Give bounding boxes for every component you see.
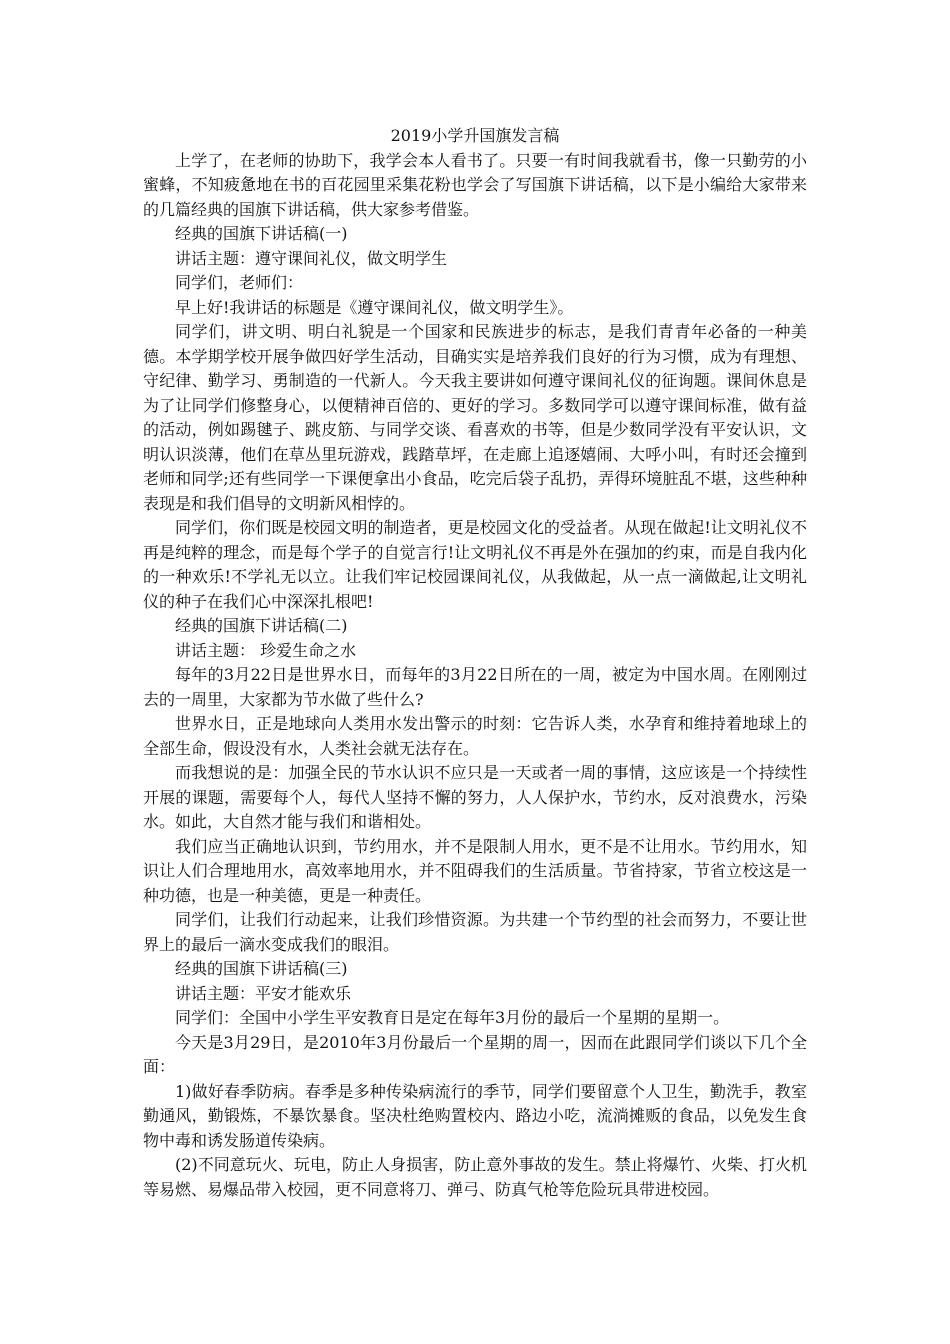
salutation: 同学们，老师们： [175, 273, 304, 292]
body-paragraph: 我们应当正确地认识到，节约用水，并不是限制人用水，更不是不让用水。节约用水，知识让人们合理地用水，高效率地用水，并不阻碍我们的生活质量。节省持家，节省立校这是一种功德，也是一种美德，更是一种责任。 [143, 836, 807, 905]
section-heading-3: 经典的国旗下讲话稿(三) [175, 959, 348, 978]
intro-paragraph: 上学了，在老师的协助下，我学会本人看书了。只要一有时间我就看书，像一只勤劳的小蜜蜂，不知疲惫地在书的百花园里采集花粉也学会了写国旗下讲话稿，以下是小编给大家带来的几篇经典的国旗下讲话稿，供大家参考借鉴。 [143, 150, 807, 219]
body-paragraph: 今天是3月29日，是2010年3月份最后一个星期的周一，因而在此跟同学们谈以下几个全面： [143, 1032, 807, 1076]
body-paragraph: 同学们，让我们行动起来，让我们珍惜资源。为共建一个节约型的社会而努力，不要让世界上的最后一滴水变成我们的眼泪。 [143, 910, 807, 954]
body-paragraph: 而我想说的是：加强全民的节水认识不应只是一天或者一周的事情，这应该是一个持续性开展的课题，需要每个人，每代人坚持不懈的努力，人人保护水，节约水，反对浪费水，污染水。如此，大自然才能与我们和谐相处。 [143, 763, 807, 831]
body-paragraph: 同学们，你们既是校园文明的制造者，更是校园文化的受益者。从现在做起!让文明礼仪不再是纯粹的理念，而是每个学子的自觉言行!让文明礼仪不再是外在强加的约束，而是自我内化的一种欢乐!不学礼无以立。让我们牢记校园课间礼仪，从我做起，从一点一滴做起,让文明礼仪的种子在我们心中深深扎根吧! [143, 518, 807, 611]
list-item: 1)做好春季防病。春季是多种传染病流行的季节，同学们要留意个人卫生，勤洗手，教室勤通风，勤锻炼，不暴饮暴食。坚决杜绝购置校内、路边小吃，流淌摊贩的食品，以免发生食物中毒和诱发肠道传染病。 [143, 1081, 807, 1150]
greeting: 早上好!我讲话的标题是《遵守课间礼仪，做文明学生》。 [175, 297, 574, 317]
body-paragraph: 世界水日，正是地球向人类用水发出警示的时刻：它告诉人类，水孕育和维持着地球上的全部生命，假设没有水，人类社会就无法存在。 [143, 714, 807, 758]
speech-topic-1: 讲话主题：遵守课间礼仪，做文明学生 [175, 248, 448, 268]
document-body [143, 124, 807, 1202]
speech-topic-3: 讲话主题：平安才能欢乐 [175, 983, 352, 1003]
speech-topic-2: 讲话主题： 珍爱生命之水 [175, 640, 357, 660]
section-heading-2: 经典的国旗下讲话稿(二) [175, 616, 348, 635]
document-title: 2019小学升国旗发言稿 [390, 126, 560, 145]
list-item: (2)不同意玩火、玩电，防止人身损害，防止意外事故的发生。禁止将爆竹、火柴、打火机等易燃、易爆品带入校园，更不同意将刀、弹弓、防真气枪等危险玩具带进校园。 [143, 1155, 807, 1199]
body-paragraph: 同学们：全国中小学生平安教育日是定在每年3月份的最后一个星期的星期一。 [175, 1008, 730, 1027]
body-paragraph: 每年的3月22日是世界水日，而每年的3月22日所在的一周，被定为中国水周。在刚刚过去的一周里，大家都为节水做了些什么? [143, 665, 807, 709]
body-paragraph: 同学们，讲文明、明白礼貌是一个国家和民族进步的标志，是我们青青年必备的一种美德。本学期学校开展争做四好学生活动，目确实实是培养我们良好的行为习惯，成为有理想、守纪律、勤学习、勇制造的一代新人。今天我主要讲如何遵守课间礼仪的征询题。课间休息是为了让同学们修整身心，以便精神百倍的、更好的学习。多数同学可以遵守课间标准，做有益的活动，例如踢毽子、跳皮筋、与同学交谈、看喜欢的书等，但是少数同学没有平安认识，文明认识淡薄，他们在草丛里玩游戏，践踏草坪，在走廊上追逐嬉闹、大呼小叫，有时还会撞到老师和同学;还有些同学一下课便拿出小食品，吃完后袋子乱扔，弄得环境脏乱不堪，这些种种表现是和我们倡导的文明新风相悖的。 [143, 322, 807, 513]
section-heading-1: 经典的国旗下讲话稿(一) [175, 224, 348, 243]
